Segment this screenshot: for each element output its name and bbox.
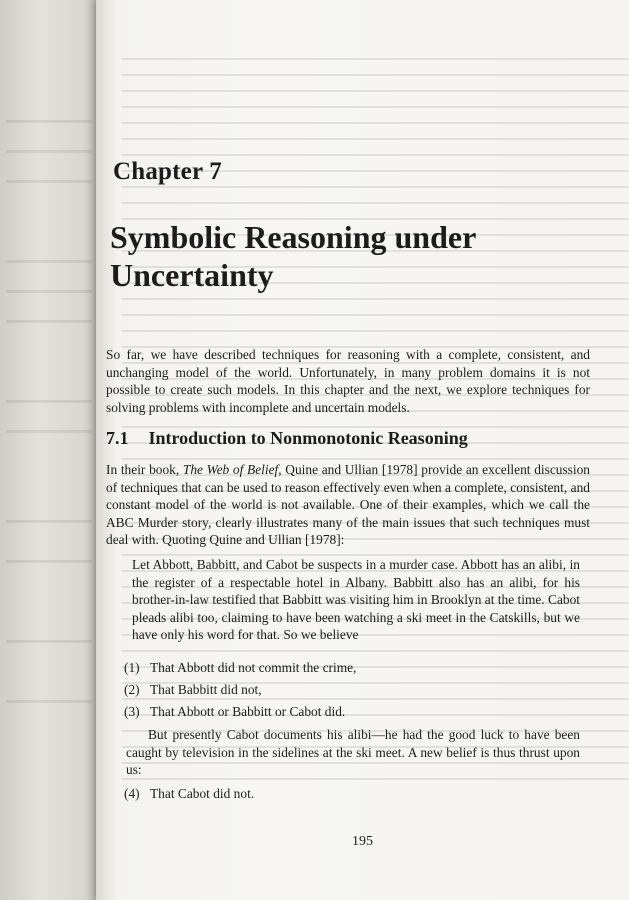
book-title: The Web of Belief bbox=[182, 462, 279, 477]
page-number: 195 bbox=[352, 834, 373, 849]
belief-item: (1) That Abbott did not commit the crime, bbox=[124, 660, 357, 675]
belief-item: (3) That Abbott or Babbitt or Cabot did. bbox=[124, 704, 346, 719]
section-heading bbox=[106, 428, 468, 449]
intro-paragraph: So far, we have described techniques for reasoning with a complete, consistent, and unchanging model of the world. Unfortunately, in many problem domains it is not possible to create such models. In this chapter and the next, we explore techniques for solving problems with incomplete and uncertain models. bbox=[106, 347, 590, 415]
quote-paragraph-2: But presently Cabot documents his alibi—he had the good luck to have been caught by television in the sidelines at the ski meet. A new belief is thus thrust upon us: bbox=[126, 727, 580, 778]
chapter-title: Symbolic Reasoning under Uncertainty bbox=[110, 219, 476, 293]
book-page bbox=[96, 0, 629, 900]
quote-paragraph-1: Let Abbott, Babbitt, and Cabot be suspects in a murder case. Abbott has an alibi, in the register of a respectable hotel in Albany. Babbitt also has an alibi, for his brother-in-law testified that Babbitt was visiting him in Brooklyn at the time. Cabot pleads alibi too, claiming to have been watching a ski meet in the Catskills, but we have only his word for that. So we believe bbox=[132, 557, 580, 643]
belief-item: (2) That Babbitt did not, bbox=[124, 682, 262, 697]
chapter-label: Chapter 7 bbox=[113, 158, 222, 185]
section-number: 7.1 bbox=[106, 428, 129, 448]
section-title: Introduction to Nonmonotonic Reasoning bbox=[148, 428, 468, 448]
facing-page-edge bbox=[0, 0, 98, 900]
section-paragraph: In their book, The Web of Belief, Quine and Ullian [1978] provide an excellent discussion of techniques that can be used to reason effectively even when a complete, consistent, and constant model of the world is not available. One of their examples, which we call the ABC Murder story, clearly illustrates many of the main issues that such techniques must deal with. Quoting Quine and Ullian [1978]: bbox=[106, 462, 590, 548]
new-belief-item: (4) That Cabot did not. bbox=[124, 786, 255, 801]
